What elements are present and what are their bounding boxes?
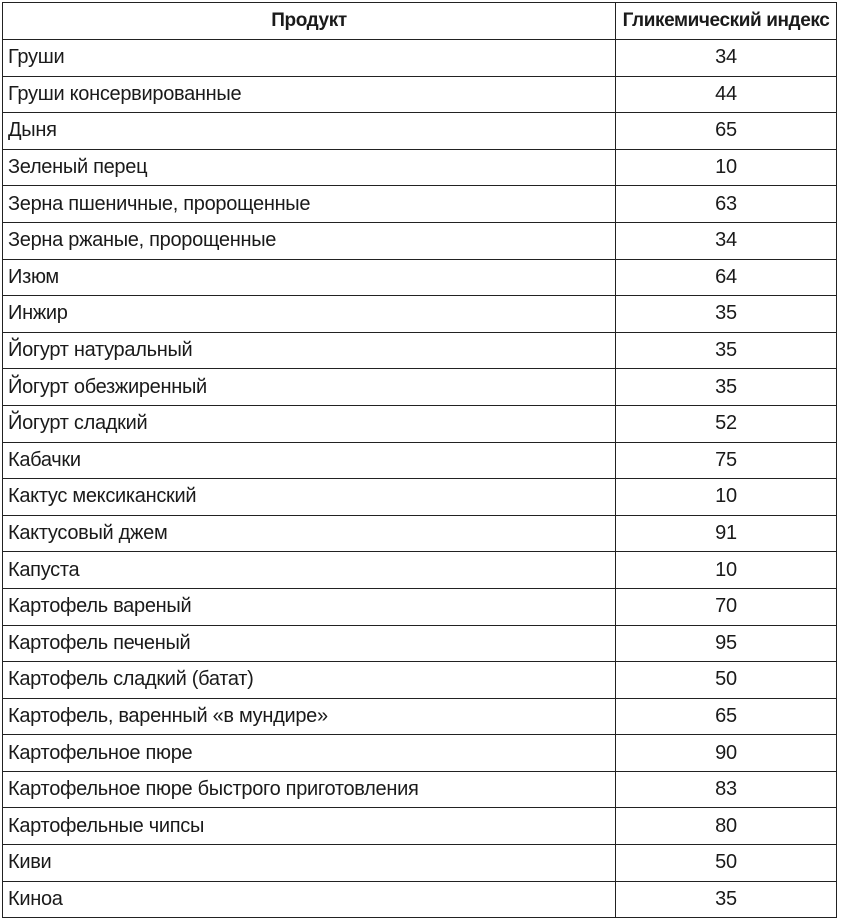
product-name-cell: Картофельное пюре — [3, 735, 616, 772]
product-name-cell: Киноа — [3, 881, 616, 918]
product-name-cell: Изюм — [3, 259, 616, 296]
table-row — [3, 735, 837, 772]
table-row — [3, 662, 837, 699]
product-name-cell: Йогурт натуральный — [3, 332, 616, 369]
product-name-cell: Зерна ржаные, пророщенные — [3, 222, 616, 259]
glycemic-index-cell: 95 — [616, 625, 837, 662]
table-row — [3, 698, 837, 735]
table-row — [3, 149, 837, 186]
glycemic-index-cell: 34 — [616, 40, 837, 77]
glycemic-index-cell: 10 — [616, 479, 837, 516]
column-header-glycemic-index: Гликемический индекс — [616, 3, 837, 40]
table-row — [3, 588, 837, 625]
header-row — [3, 3, 837, 40]
table-row — [3, 625, 837, 662]
product-name-cell: Йогурт обезжиренный — [3, 369, 616, 406]
glycemic-index-cell: 34 — [616, 222, 837, 259]
product-name-cell: Картофель печеный — [3, 625, 616, 662]
table-row — [3, 442, 837, 479]
glycemic-index-cell: 35 — [616, 332, 837, 369]
table-row — [3, 222, 837, 259]
table-row — [3, 552, 837, 589]
product-name-cell: Картофель вареный — [3, 588, 616, 625]
table-row — [3, 515, 837, 552]
glycemic-index-cell: 91 — [616, 515, 837, 552]
glycemic-index-cell: 75 — [616, 442, 837, 479]
table-row — [3, 40, 837, 77]
glycemic-index-cell: 44 — [616, 76, 837, 113]
product-name-cell: Картофель сладкий (батат) — [3, 662, 616, 699]
glycemic-index-table — [2, 2, 837, 918]
glycemic-index-cell: 83 — [616, 771, 837, 808]
product-name-cell: Дыня — [3, 113, 616, 150]
product-name-cell: Картофельные чипсы — [3, 808, 616, 845]
table-row — [3, 771, 837, 808]
glycemic-index-cell: 50 — [616, 662, 837, 699]
glycemic-index-cell: 10 — [616, 552, 837, 589]
table-row — [3, 332, 837, 369]
product-name-cell: Картофельное пюре быстрого приготовления — [3, 771, 616, 808]
glycemic-index-cell: 65 — [616, 113, 837, 150]
table-row — [3, 405, 837, 442]
glycemic-index-cell: 80 — [616, 808, 837, 845]
product-name-cell: Капуста — [3, 552, 616, 589]
product-name-cell: Груши — [3, 40, 616, 77]
glycemic-index-cell: 52 — [616, 405, 837, 442]
glycemic-index-cell: 35 — [616, 881, 837, 918]
table-row — [3, 369, 837, 406]
table-row — [3, 186, 837, 223]
glycemic-index-cell: 35 — [616, 369, 837, 406]
product-name-cell: Кактус мексиканский — [3, 479, 616, 516]
glycemic-index-cell: 50 — [616, 845, 837, 882]
table-row — [3, 845, 837, 882]
product-name-cell: Кактусовый джем — [3, 515, 616, 552]
glycemic-index-cell: 10 — [616, 149, 837, 186]
product-name-cell: Зеленый перец — [3, 149, 616, 186]
product-name-cell: Кабачки — [3, 442, 616, 479]
table-row — [3, 259, 837, 296]
table-row — [3, 296, 837, 333]
table-row — [3, 113, 837, 150]
product-name-cell: Груши консервированные — [3, 76, 616, 113]
product-name-cell: Инжир — [3, 296, 616, 333]
product-name-cell: Картофель, варенный «в мундире» — [3, 698, 616, 735]
glycemic-index-cell: 64 — [616, 259, 837, 296]
product-name-cell: Киви — [3, 845, 616, 882]
glycemic-index-cell: 65 — [616, 698, 837, 735]
table-row — [3, 76, 837, 113]
glycemic-index-cell: 90 — [616, 735, 837, 772]
table-row — [3, 479, 837, 516]
column-header-product: Продукт — [3, 3, 616, 40]
glycemic-index-cell: 35 — [616, 296, 837, 333]
glycemic-index-cell: 63 — [616, 186, 837, 223]
table-row — [3, 808, 837, 845]
product-name-cell: Йогурт сладкий — [3, 405, 616, 442]
glycemic-index-cell: 70 — [616, 588, 837, 625]
product-name-cell: Зерна пшеничные, пророщенные — [3, 186, 616, 223]
table-body — [3, 40, 837, 918]
table-row — [3, 881, 837, 918]
